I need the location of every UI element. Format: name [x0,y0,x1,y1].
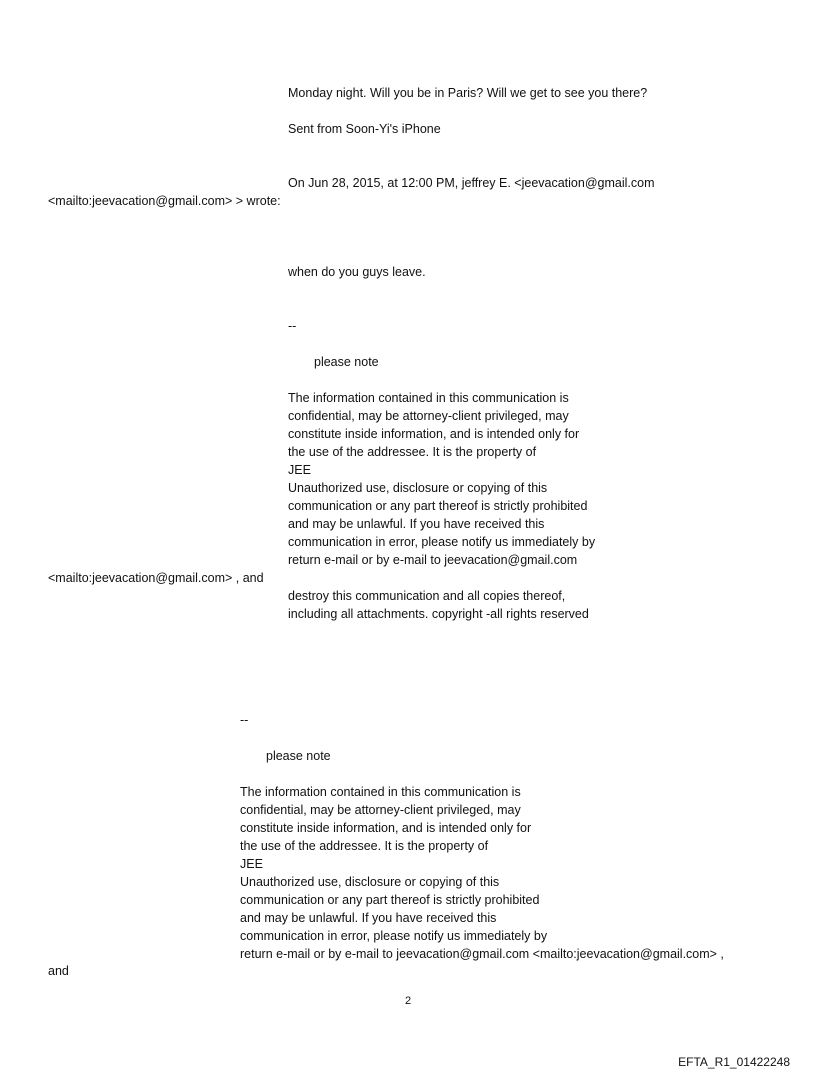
disclaimer-line: JEE [288,463,311,477]
signature-separator: -- [288,319,297,333]
disclaimer-line: Unauthorized use, disclosure or copying of this [288,481,548,495]
trailing-and: and [48,964,69,978]
disclaimer-line: and may be unlawful. If you have received this [288,517,545,531]
mailto-line: <mailto:jeevacation@gmail.com> , and [48,571,264,585]
disclaimer-line: return e-mail or by e-mail to jeevacation@gmail.com <mailto:jeevacation@gmail.com> , [240,947,724,961]
disclaimer-line: JEE [240,857,263,871]
disclaimer-line: The information contained in this communication is [288,391,569,405]
please-note-heading: please note [266,749,331,763]
quote-header-mailto: <mailto:jeevacation@gmail.com> > wrote: [48,194,281,208]
reply-line: Monday night. Will you be in Paris? Will we get to see you there? [288,86,648,100]
page-number: 2 [404,995,412,1007]
disclaimer-line: confidential, may be attorney-client privileged, may [240,803,521,817]
disclaimer-line: communication or any part thereof is strictly prohibited [288,499,588,513]
disclaimer-line: return e-mail or by e-mail to jeevacation@gmail.com [288,553,578,567]
please-note-heading: please note [314,355,379,369]
disclaimer-line: The information contained in this communication is [240,785,521,799]
disclaimer-closing [288,587,589,623]
disclaimer-line: the use of the addressee. It is the property of [240,839,489,853]
disclaimer-line: destroy this communication and all copies thereof, [288,589,566,603]
quote-header-line: On Jun 28, 2015, at 12:00 PM, jeffrey E. <jeevacation@gmail.com [288,176,655,190]
disclaimer-line: communication in error, please notify us immediately by [240,929,548,943]
disclaimer-block [240,783,724,963]
disclaimer-line: communication in error, please notify us immediately by [288,535,596,549]
disclaimer-line: constitute inside information, and is intended only for [240,821,532,835]
disclaimer-line: and may be unlawful. If you have received this [240,911,497,925]
disclaimer-block [288,389,595,569]
disclaimer-line: Unauthorized use, disclosure or copying of this [240,875,500,889]
sent-from-signature: Sent from Soon-Yi's iPhone [288,122,441,136]
disclaimer-line: the use of the addressee. It is the property of [288,445,537,459]
quoted-body: when do you guys leave. [288,265,426,279]
disclaimer-line: including all attachments. copyright -all rights reserved [288,607,589,621]
disclaimer-line: communication or any part thereof is strictly prohibited [240,893,540,907]
disclaimer-line: constitute inside information, and is intended only for [288,427,580,441]
signature-separator: -- [240,713,249,727]
disclaimer-line: confidential, may be attorney-client privileged, may [288,409,569,423]
document-id: EFTA_R1_01422248 [678,1055,790,1069]
